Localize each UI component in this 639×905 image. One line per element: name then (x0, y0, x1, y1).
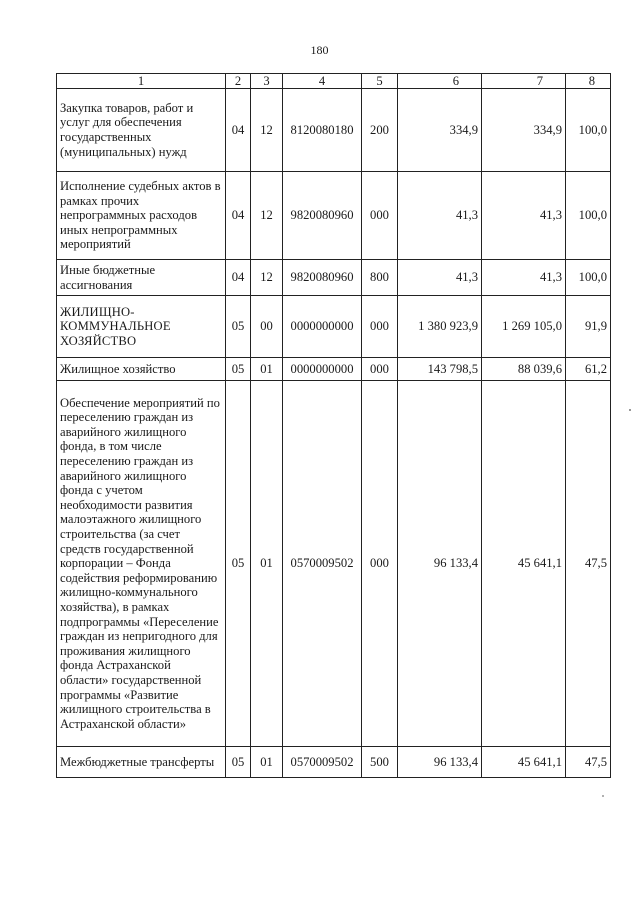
row-vr: 000 (362, 381, 398, 747)
row-name: Закупка товаров, работ и услуг для обеспечения государственных (муниципальных) нужд (57, 89, 226, 172)
row-name: Жилищное хозяйство (57, 358, 226, 381)
row-pr: 01 (251, 358, 283, 381)
table-row (57, 381, 611, 747)
row-pct: 100,0 (566, 172, 611, 260)
row-plan: 41,3 (398, 260, 482, 296)
row-fact: 334,9 (482, 89, 566, 172)
row-vr: 200 (362, 89, 398, 172)
page-number: 180 (310, 43, 329, 57)
table-row (57, 89, 611, 172)
row-vr: 800 (362, 260, 398, 296)
row-vr: 500 (362, 747, 398, 778)
table-row (57, 260, 611, 296)
row-fact: 45 641,1 (482, 381, 566, 747)
row-rz: 05 (226, 296, 251, 358)
row-vr: 000 (362, 296, 398, 358)
row-plan: 143 798,5 (398, 358, 482, 381)
row-csr: 0000000000 (283, 296, 362, 358)
table-row (57, 358, 611, 381)
row-pct: 47,5 (566, 381, 611, 747)
row-fact: 41,3 (482, 172, 566, 260)
row-pct: 100,0 (566, 89, 611, 172)
row-rz: 05 (226, 747, 251, 778)
row-pr: 12 (251, 172, 283, 260)
row-vr: 000 (362, 172, 398, 260)
table-row (57, 747, 611, 778)
row-name: Иные бюджетные ассигнования (57, 260, 226, 296)
col-header-8: 8 (566, 74, 611, 89)
row-fact: 45 641,1 (482, 747, 566, 778)
row-name: Исполнение судебных актов в рамках прочих непрограммных расходов иных непрограммных мероприятий (57, 172, 226, 260)
col-header-1: 1 (57, 74, 226, 89)
row-rz: 05 (226, 358, 251, 381)
row-csr: 8120080180 (283, 89, 362, 172)
scan-speck (602, 795, 604, 797)
budget-table (56, 73, 611, 778)
col-header-7: 7 (482, 74, 566, 89)
row-rz: 04 (226, 172, 251, 260)
row-plan: 1 380 923,9 (398, 296, 482, 358)
row-pr: 01 (251, 381, 283, 747)
row-plan: 96 133,4 (398, 381, 482, 747)
row-plan: 96 133,4 (398, 747, 482, 778)
row-pct: 61,2 (566, 358, 611, 381)
row-pct: 47,5 (566, 747, 611, 778)
col-header-3: 3 (251, 74, 283, 89)
row-pct: 100,0 (566, 260, 611, 296)
row-rz: 04 (226, 260, 251, 296)
col-header-2: 2 (226, 74, 251, 89)
row-pr: 00 (251, 296, 283, 358)
row-fact: 41,3 (482, 260, 566, 296)
row-pr: 12 (251, 260, 283, 296)
row-fact: 88 039,6 (482, 358, 566, 381)
header-row (57, 74, 611, 89)
row-csr: 0000000000 (283, 358, 362, 381)
row-name: Обеспечение мероприятий по переселению граждан из аварийного жилищного фонда, в том числе переселению граждан из аварийного жилищного фонда с учетом необходимости развития малоэтажного жилищного строительства (за счет средств государственной корпорации – Фонда содействия реформированию жилищно-коммунального хозяйства), в рамках подпрограммы «Переселение граждан из непригодного для проживания жилищного фонда Астраханской области» государственной программы «Развитие жилищного строительства в Астраханской области» (57, 381, 226, 747)
col-header-6: 6 (398, 74, 482, 89)
row-csr: 9820080960 (283, 172, 362, 260)
table-row (57, 172, 611, 260)
row-csr: 0570009502 (283, 381, 362, 747)
row-plan: 41,3 (398, 172, 482, 260)
col-header-4: 4 (283, 74, 362, 89)
row-name: Межбюджетные трансферты (57, 747, 226, 778)
row-pr: 12 (251, 89, 283, 172)
row-rz: 04 (226, 89, 251, 172)
row-pct: 91,9 (566, 296, 611, 358)
row-vr: 000 (362, 358, 398, 381)
col-header-5: 5 (362, 74, 398, 89)
row-csr: 0570009502 (283, 747, 362, 778)
row-plan: 334,9 (398, 89, 482, 172)
row-csr: 9820080960 (283, 260, 362, 296)
table-row (57, 296, 611, 358)
row-name: ЖИЛИЩНО-КОММУНАЛЬНОЕ ХОЗЯЙСТВО (57, 296, 226, 358)
row-rz: 05 (226, 381, 251, 747)
row-fact: 1 269 105,0 (482, 296, 566, 358)
row-pr: 01 (251, 747, 283, 778)
scan-speck (629, 409, 631, 411)
